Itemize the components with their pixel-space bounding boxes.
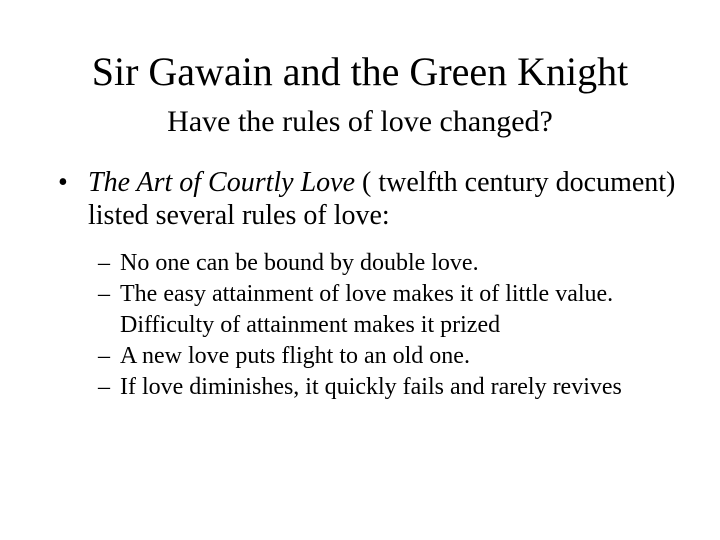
list-item xyxy=(98,341,658,372)
book-title: The Art of Courtly Love xyxy=(88,167,356,198)
bullet-marker: • xyxy=(58,167,68,198)
dash-marker: – xyxy=(98,281,110,307)
dash-marker: – xyxy=(98,343,110,369)
bullet-text xyxy=(88,166,678,232)
dash-marker: – xyxy=(98,250,110,276)
list-item xyxy=(98,372,658,403)
slide-subtitle: Have the rules of love changed? xyxy=(167,105,553,138)
list-item xyxy=(98,248,658,279)
list-item xyxy=(98,279,658,341)
dash-marker: – xyxy=(98,374,110,400)
main-bullet xyxy=(58,166,678,232)
rule-text: The easy attainment of love makes it of little value. Difficulty of attainment makes it prized xyxy=(120,281,614,338)
rules-list xyxy=(98,248,658,403)
slide-title: Sir Gawain and the Green Knight xyxy=(91,49,629,94)
rule-text: If love diminishes, it quickly fails and rarely revives xyxy=(120,374,622,400)
rule-text: A new love puts flight to an old one. xyxy=(120,343,470,369)
rule-text: No one can be bound by double love. xyxy=(120,250,479,276)
bullet-rest: ( twelfth century document) listed several rules of love: xyxy=(88,167,676,231)
